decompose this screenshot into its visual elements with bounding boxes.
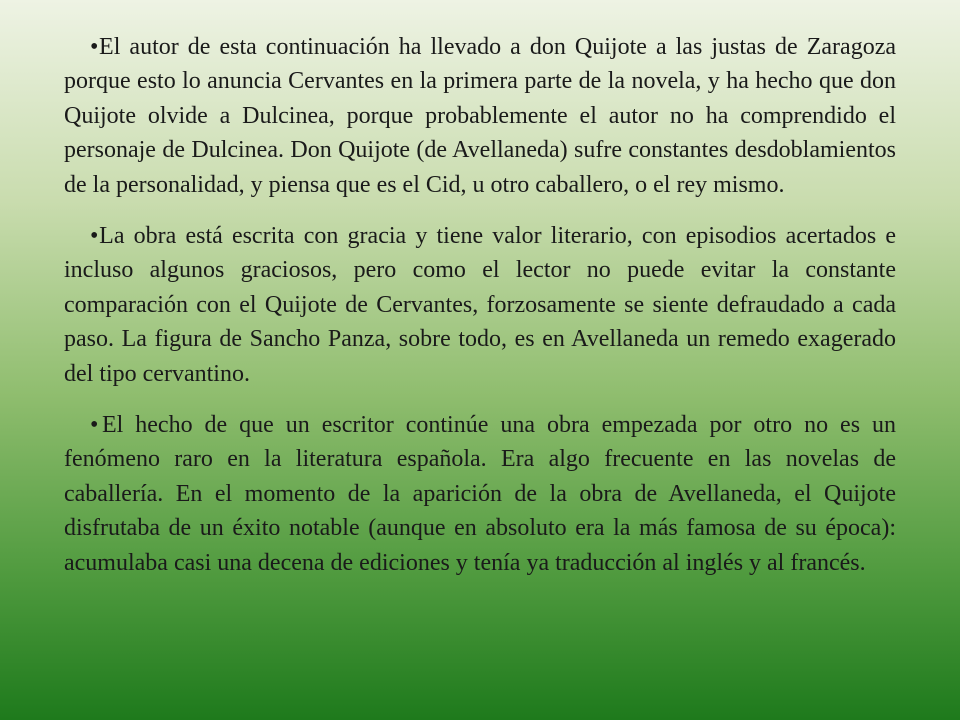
paragraph-text-2: La obra está escrita con gracia y tiene valor literario, con episodios acertados e incluso algunos graciosos, pero como el lector no puede evitar la constante comparación con el Quijote de Cervantes, forzosamente se siente defraudado a cada paso. La figura de Sancho Panza, sobre todo, es en Avellaneda un remedo exagerado del tipo cervantino.: [64, 223, 896, 387]
bullet-paragraph-3: • El hecho de que un escritor continúe una obra empezada por otro no es un fenómeno raro en la literatura española. Era algo frecuente en las novelas de caballería. En el momento de la aparición de la obra de Avellaneda, el Quijote disfrutaba de un éxito notable (aunque en absoluto era la más famosa de su época): acumulaba casi una decena de ediciones y tenía ya traducción al inglés y al francés.: [64, 412, 897, 576]
paragraph-text-1: El autor de esta continuación ha llevado a don Quijote a las justas de Zaragoza porque esto lo anuncia Cervantes en la primera parte de la novela, y ha hecho que don Quijote olvide a Dulcinea, porque probablemente el autor no ha comprendido el personaje de Dulcinea. Don Quijote (de Avellaneda) sufre constantes desdoblamientos de la personalidad, y piensa que es el Cid, u otro caballero, o el rey mismo.: [64, 34, 896, 198]
bullet-paragraph-2: • La obra está escrita con gracia y tiene valor literario, con episodios acertados e incluso algunos graciosos, pero como el lector no puede evitar la constante comparación con el Quijote de Cervantes, forzosamente se siente defraudado a cada paso. La figura de Sancho Panza, sobre todo, es en Avellaneda un remedo exagerado del tipo cervantino.: [64, 223, 896, 387]
paragraph-text-3: El hecho de que un escritor continúe una obra empezada por otro no es un fenómeno raro en la literatura española. Era algo frecuente en las novelas de caballería. En el momento de la aparición de la obra de Avellaneda, el Quijote disfrutaba de un éxito notable (aunque en absoluto era la más famosa de su época): acumulaba casi una decena de ediciones y tenía ya traducción al inglés y al francés.: [64, 412, 897, 576]
bullet-paragraph-1: • El autor de esta continuación ha llevado a don Quijote a las justas de Zaragoza porque esto lo anuncia Cervantes en la primera parte de la novela, y ha hecho que don Quijote olvide a Dulcinea, porque probablemente el autor no ha comprendido el personaje de Dulcinea. Don Quijote (de Avellaneda) sufre constantes desdoblamientos de la personalidad, y piensa que es el Cid, u otro caballero, o el rey mismo.: [64, 34, 896, 198]
